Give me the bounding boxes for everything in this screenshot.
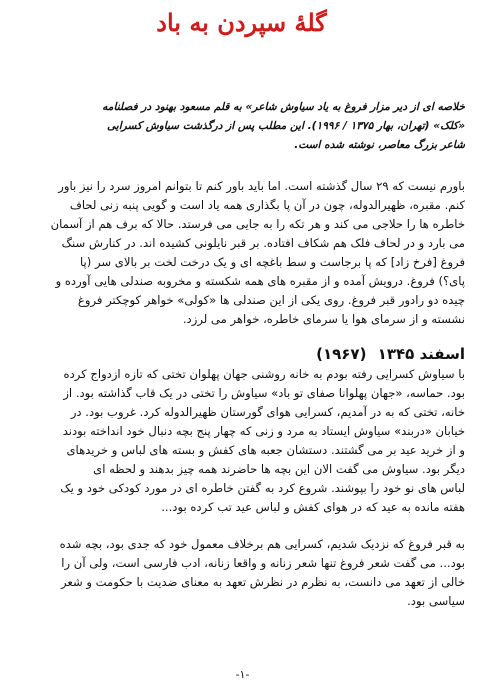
text-line: بود... می گفت شعر فروغ تنها شعر زنانه و واقعا زنانه، ادب فارسی است، ولی آن را (61, 556, 465, 570)
text-line: دیگر بود. سیاوش می گفت الان این بچه ها حاضرند همه چیز بدهند و لحظه ای (93, 462, 465, 476)
text-line: خانه، تختی که به در آمدیم، کسرایی هوای گورستان ظهیرالدوله کرد. غروب بود. در (70, 405, 465, 419)
section-date-persian: اسفند ۱۳۴۵ (377, 345, 465, 363)
paragraph-1 (18, 177, 465, 329)
abstract-line: شاعر بزرگ معاصر، نوشته شده است. (294, 139, 465, 151)
document-title: گلهٔ سپردن به باد (156, 8, 327, 37)
text-line: بود. حماسه، «جهان پهلوانا صفای تو باد» سیاوش را تختی در یک قاب گذاشته بود. از (63, 386, 465, 400)
text-line: کنم. مقبره، ظهیرالدوله، چون در آن پا بگذاری همه یاد است و گویی پنبه زنی لحاف (69, 198, 465, 212)
text-line: خاطره ها را حلاجی می کند و هر تکه را به جایی می فرستد. حالا که برف هم از آسمان (50, 217, 465, 231)
section-date-year: (۱۹۶۷) (316, 345, 367, 363)
text-line: خالی از تعهد می دانست، به نظرم در نظرش تعهد به معنای ضدیت با حکومت و شعر (60, 575, 465, 589)
text-line: به قبر فروغ که نزدیک شدیم، کسرایی هم برخلاف معمول خود که جدی بود، بچه شده (59, 537, 465, 551)
text-line: هفته مانده به عید که در هوای کفش و لباس عید تب کرده بود... (161, 500, 465, 514)
text-line: و از خرید عید بر می گشتند. دستشان جعبه های کفش و بسته های لباس و خریدهای (66, 443, 465, 457)
text-line: می بارد و در لحاف فلک هم شکاف افتاده. بر قبر نایلونی کشیده اند. در کنارش سنگ (61, 236, 465, 250)
section-heading (18, 343, 465, 365)
text-line: سیاسی بود. (407, 594, 465, 608)
paragraph-3 (18, 535, 465, 611)
abstract-line: خلاصه ای از دیر مزار فروغ به یاد سیاوش شاعر» به قلم مسعود بهنود در فصلنامه (102, 101, 465, 113)
page-number: -۱- (235, 668, 250, 681)
text-line: فروغ [فرخ زاد] که پا برجاست و سط باغچه ای و یک درخت لخت بر بالای سر (پا (80, 255, 465, 269)
text-line: پای؟) فروغ. درویش آمده و از مقبره های همه شکسته و مخروبه صندلی هایی آورده و (55, 274, 465, 288)
text-line: خیابان «دربند» سیاوش ایستاد به مرد و زنی که چهار پنج بچه دنبال خود انداخته بودند (62, 424, 465, 438)
text-line: لباس های نو خود را بپوشند. شروع کرد به گفتن خاطره ای در مورد کودکی خود و یک (60, 481, 465, 495)
abstract-block (18, 98, 465, 155)
abstract-line: «کلک» (تهران، بهار ۱۳۷۵ / ۱۹۹۶). این مطلب پس از درگذشت سیاوش کسرایی (106, 120, 465, 132)
paragraph-2 (18, 365, 465, 517)
text-line: نشسته و از سرمای هوا یا سرمای خاطره، خواهر می لرزد. (182, 312, 465, 326)
text-line: چیده دو رادور قبر فروغ. روی یکی از این صندلی ها «کولی» خواهر کوچکتر فروغ (77, 293, 465, 307)
text-line: باورم نیست که ۲۹ سال گذشته است. اما باید باور کنم تا بتوانم امروز سرد را نیز باور (58, 179, 465, 193)
text-line: با سیاوش کسرایی رفته بودم به خانه روشنی جهان پهلوان تختی که تازه ازدواج کرده (63, 367, 465, 381)
